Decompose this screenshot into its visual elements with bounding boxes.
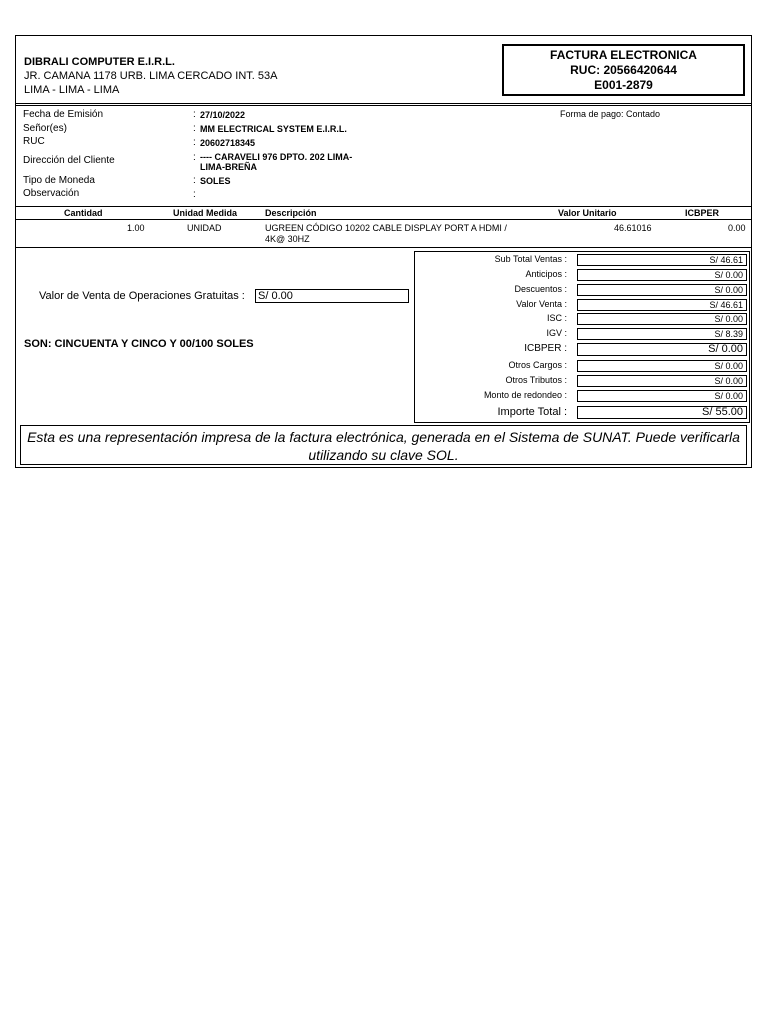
- total-row: [415, 343, 751, 357]
- total-value: S/ 0.00: [577, 284, 747, 296]
- total-label: Anticipos :: [525, 269, 567, 279]
- company-location: LIMA - LIMA - LIMA: [24, 84, 120, 96]
- moneda-label: Tipo de Moneda: [23, 175, 95, 186]
- cell-unidad: UNIDAD: [187, 223, 222, 233]
- colon: :: [193, 189, 196, 200]
- total-row: [415, 269, 751, 283]
- total-label: IGV :: [546, 328, 567, 338]
- direccion-label: Dirección del Cliente: [23, 155, 115, 166]
- fecha-label: Fecha de Emisión: [23, 109, 104, 120]
- total-value: S/ 55.00: [577, 406, 747, 419]
- colon: :: [193, 123, 196, 134]
- company-name: DIBRALI COMPUTER E.I.R.L.: [24, 56, 175, 68]
- document-ruc: RUC: 20566420644: [570, 63, 677, 77]
- total-row: [415, 375, 751, 389]
- divider: [16, 105, 751, 106]
- forma-pago: Forma de pago: Contado: [560, 109, 661, 119]
- header-unidad: Unidad Medida: [173, 208, 238, 218]
- observacion-label: Observación: [23, 188, 80, 199]
- footer-note: Esta es una representación impresa de la factura electrónica, generada en el Sistema de SUNAT. Puede verificarla utilizando su clave SOL.: [20, 425, 747, 465]
- cell-cantidad: 1.00: [127, 223, 145, 233]
- header-icbper: ICBPER: [685, 208, 720, 218]
- items-table: [16, 206, 751, 248]
- colon: :: [193, 175, 196, 186]
- total-value: S/ 0.00: [577, 343, 747, 356]
- divider: [16, 103, 751, 104]
- total-label: Valor Venta :: [516, 299, 567, 309]
- total-label: Otros Cargos :: [508, 360, 567, 370]
- ruc-value: 20602718345: [200, 138, 256, 148]
- cell-valor-unitario: 46.61016: [614, 223, 652, 233]
- cell-icbper: 0.00: [728, 223, 746, 233]
- total-label: Otros Tributos :: [505, 375, 567, 385]
- total-value: S/ 46.61: [577, 299, 747, 311]
- total-row: [415, 390, 751, 404]
- document-box: [502, 44, 745, 96]
- document-type: FACTURA ELECTRONICA: [550, 48, 697, 62]
- company-address: JR. CAMANA 1178 URB. LIMA CERCADO INT. 53A: [24, 70, 278, 82]
- total-value: S/ 46.61: [577, 254, 747, 266]
- header-descripcion: Descripción: [265, 208, 317, 218]
- senor-label: Señor(es): [23, 123, 67, 134]
- total-label: ICBPER :: [524, 343, 567, 354]
- gratuitas-label: Valor de Venta de Operaciones Gratuitas :: [39, 290, 245, 302]
- total-value: S/ 0.00: [577, 360, 747, 372]
- cell-descripcion-2: 4K@ 30HZ: [265, 234, 310, 244]
- totals-box: [414, 251, 750, 423]
- total-label: Descuentos :: [514, 284, 567, 294]
- senor-value: MM ELECTRICAL SYSTEM E.I.R.L.: [200, 124, 347, 134]
- total-value: S/ 0.00: [577, 390, 747, 402]
- header-cantidad: Cantidad: [64, 208, 103, 218]
- gratuitas-value: S/ 0.00: [255, 289, 409, 303]
- company-block: [24, 55, 277, 97]
- direccion-value-2: LIMA-BREÑA: [200, 162, 257, 172]
- header-valor-unitario: Valor Unitario: [558, 208, 617, 218]
- total-row: [415, 328, 751, 342]
- total-row: [415, 313, 751, 327]
- fecha-value: 27/10/2022: [200, 110, 246, 120]
- total-row: [415, 360, 751, 374]
- document-number: E001-2879: [594, 78, 653, 92]
- ruc-label: RUC: [23, 136, 45, 147]
- invoice: [15, 35, 752, 468]
- colon: :: [193, 109, 196, 120]
- total-row: [415, 299, 751, 313]
- total-value: S/ 0.00: [577, 269, 747, 281]
- direccion-value-1: ---- CARAVELI 976 DPTO. 202 LIMA-: [200, 152, 353, 162]
- cell-descripcion-1: UGREEN CÓDIGO 10202 CABLE DISPLAY PORT A HDMI /: [265, 223, 507, 233]
- total-row: [415, 406, 751, 420]
- colon: :: [193, 137, 196, 148]
- moneda-value: SOLES: [200, 176, 231, 186]
- total-label: Monto de redondeo :: [483, 390, 567, 400]
- total-row: [415, 284, 751, 298]
- total-label: Importe Total :: [497, 406, 567, 418]
- table-header-divider: [16, 219, 751, 220]
- amount-in-words: SON: CINCUENTA Y CINCO Y 00/100 SOLES: [24, 338, 254, 350]
- total-value: S/ 0.00: [577, 313, 747, 325]
- total-value: S/ 8.39: [577, 328, 747, 340]
- colon: :: [193, 152, 196, 163]
- total-label: ISC :: [546, 313, 567, 323]
- total-label: Sub Total Ventas :: [494, 254, 567, 264]
- total-row: [415, 254, 751, 268]
- total-value: S/ 0.00: [577, 375, 747, 387]
